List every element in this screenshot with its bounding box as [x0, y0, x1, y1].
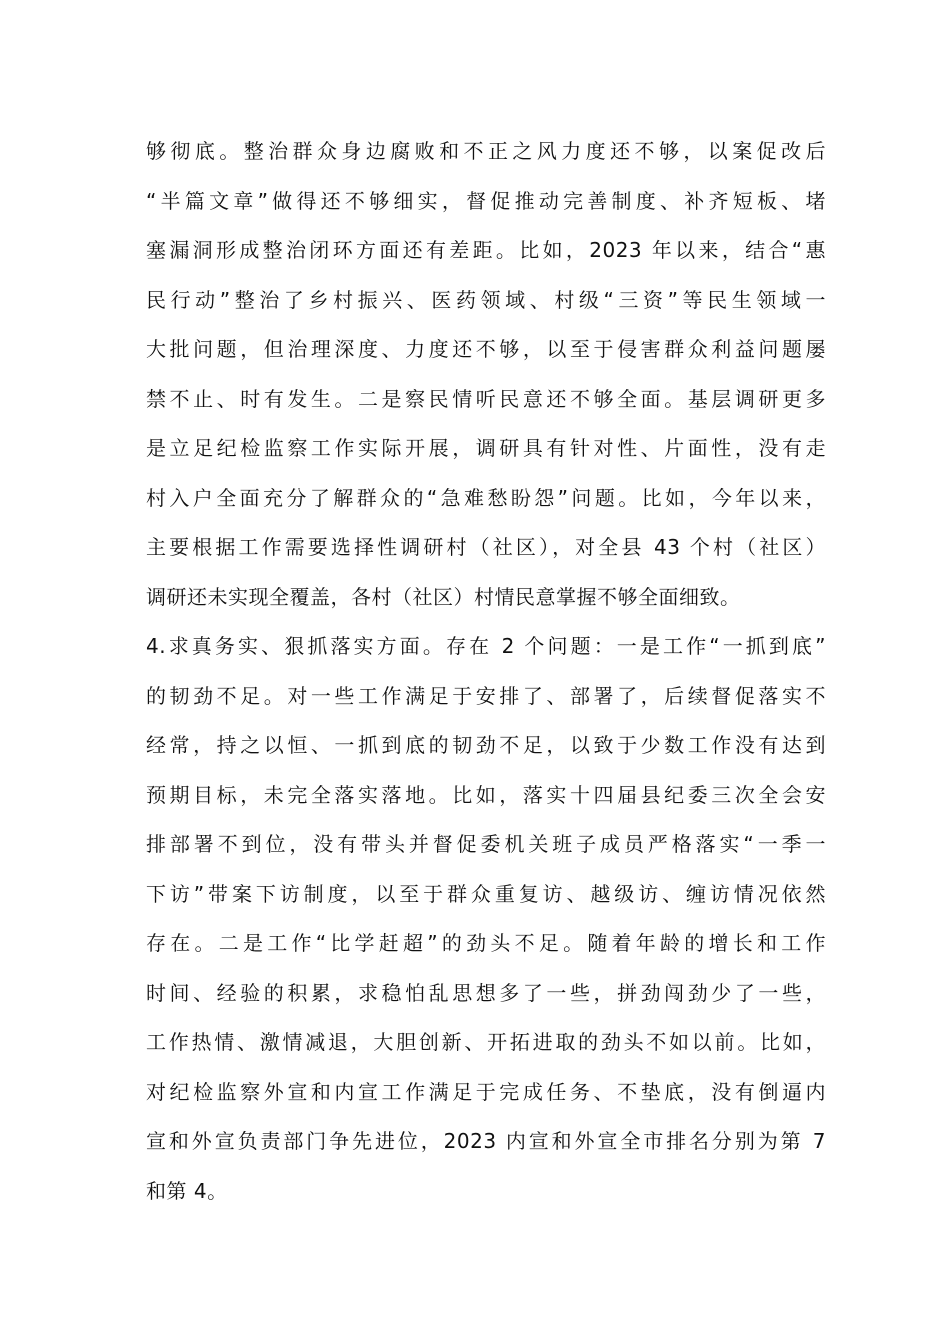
- section-heading-line: 4.求真务实、狠抓落实方面。存在 2 个问题：一是工作“一抓到底”: [146, 634, 826, 658]
- text-line: 下访”带案下访制度，以至于群众重复访、越级访、缠访情况依然: [146, 881, 826, 906]
- text-line: 宣和外宣负责部门争先进位，2023 内宣和外宣全市排名分别为第 7: [146, 1129, 826, 1153]
- text-line: 经常，持之以恒、一抓到底的韧劲不足，以致于少数工作没有达到: [146, 733, 826, 757]
- text-line: 排部署不到位，没有带头并督促委机关班子成员严格落实“一季一: [146, 832, 826, 856]
- text-line: 是立足纪检监察工作实际开展，调研具有针对性、片面性，没有走: [146, 436, 826, 460]
- text-line: 的韧劲不足。对一些工作满足于安排了、部署了，后续督促落实不: [146, 683, 826, 708]
- body-text: [146, 127, 826, 1216]
- text-line: 调研还未实现全覆盖，各村（社区）村情民意掌握不够全面细致。: [146, 584, 741, 609]
- text-line: 大批问题，但治理深度、力度还不够，以至于侵害群众利益问题屡: [146, 337, 826, 361]
- text-line: 预期目标，未完全落实落地。比如，落实十四届县纪委三次全会安: [146, 782, 826, 807]
- text-line: 够彻底。整治群众身边腐败和不正之风力度还不够，以案促改后: [146, 139, 826, 163]
- text-line: 时间、经验的积累，求稳怕乱思想多了一些，拼劲闯劲少了一些，: [146, 980, 826, 1005]
- text-line: “半篇文章”做得还不够细实，督促推动完善制度、补齐短板、堵: [146, 188, 826, 213]
- text-line: 民行动”整治了乡村振兴、医药领域、村级“三资”等民生领域一: [146, 287, 826, 312]
- text-line: 工作热情、激情减退，大胆创新、开拓进取的劲头不如以前。比如，: [146, 1030, 826, 1054]
- text-line: 塞漏洞形成整治闭环方面还有差距。比如，2023 年以来，结合“惠: [146, 238, 826, 262]
- text-line: 禁不止、时有发生。二是察民情听民意还不够全面。基层调研更多: [146, 386, 826, 411]
- text-line: 对纪检监察外宣和内宣工作满足于完成任务、不垫底，没有倒逼内: [146, 1079, 826, 1104]
- text-line: 存在。二是工作“比学赶超”的劲头不足。随着年龄的增长和工作: [146, 931, 826, 955]
- text-line: 主要根据工作需要选择性调研村（社区），对全县 43 个村（社区）: [146, 535, 826, 559]
- text-line: 和第 4。: [146, 1178, 228, 1203]
- text-line: 村入户全面充分了解群众的“急难愁盼怨”问题。比如，今年以来，: [146, 485, 826, 510]
